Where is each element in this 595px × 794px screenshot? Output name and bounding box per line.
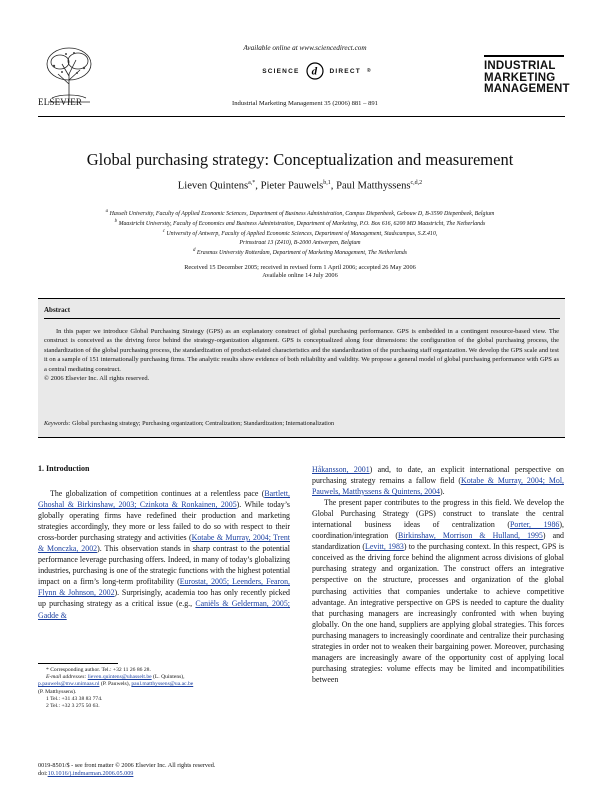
citation-link[interactable]: Caniëls & Gelderman, 2005; Gadde & (38, 599, 290, 620)
affiliation-text: Hasselt University, Faculty of Applied Economic Sciences, Department of Business Administration, Campus Diepenbeek, Gebouw D, B-3590 Diepenbeek, Belgium (109, 210, 495, 217)
affiliation-line (40, 228, 560, 238)
email-owner: (L. Quintens), (153, 674, 185, 681)
email-note-cont (38, 681, 290, 688)
affiliation-text: Prinsstraat 13 (Z410), B-2000 Antwerpen, Belgium (239, 239, 361, 246)
received-dates: Received 15 December 2005; received in revised form 1 April 2006; accepted 26 May 2006 (184, 264, 416, 271)
affiliation-mark: c (162, 229, 165, 235)
author-affil-mark: c,d,2 (410, 180, 423, 186)
email-label: E-mail addresses: (46, 674, 87, 681)
paragraph (38, 488, 290, 621)
paragraph (312, 497, 564, 685)
journal-logo-line: INDUSTRIAL (484, 60, 556, 72)
svg-text:d: d (311, 65, 318, 78)
citation-link[interactable]: Kotabe & Murray, 2004; Mol, Pauwels, Matthyssens & Quintens, 2004 (312, 476, 564, 497)
affiliation-line (40, 218, 560, 228)
footnote-2: 2 Tel.: +32 3 275 50 63. (46, 703, 100, 710)
abstract-body (44, 327, 559, 383)
journal-logo-line: MANAGEMENT (484, 83, 570, 95)
publisher-name: ELSEVIER (38, 97, 83, 107)
body-text: ) and, to date, an explicit international perspective on purchasing strategy remains a fallow field ( (312, 465, 564, 486)
affiliation-mark: d (192, 247, 196, 253)
body-text: ). While today’s globally operating firms have redefined their production and marketing strategies accordingly, they more or less failed to do so with respect to their cross-border purchasing strategy and activities ( (38, 500, 290, 543)
sciencedirect-logo: SCIENCE d DIRECT ® (232, 62, 402, 80)
sciencedirect-at-icon (306, 62, 324, 80)
affiliations (40, 208, 560, 257)
article-dates (40, 264, 560, 281)
body-text: ) and standardization ( (312, 531, 565, 552)
citation-link[interactable]: Porter, 1986 (510, 520, 560, 530)
abstract-copyright: © 2006 Elsevier Inc. All rights reserved. (44, 375, 150, 383)
footnotes (38, 667, 290, 710)
affiliation-line (40, 208, 560, 218)
body-column-right (312, 464, 564, 685)
affiliation-text: Erasmus University Rotterdam, Department of Marketing Management, The Netherlands (196, 249, 408, 256)
doi-label: doi: (38, 770, 48, 778)
corresponding-author-note: * Corresponding author. Tel.: +32 11 26 86 28. (46, 667, 151, 673)
affiliation-mark: a (105, 209, 109, 214)
citation-link[interactable]: Håkansson, 2001 (312, 465, 370, 474)
body-text: ). This observation stands in sharp contrast to the potential performance leverage purchasing offers. Indeed, in many of today’s globalizing industries, purchasing is one of the strategic functions with the highest potential impact on a firm’s long-term profitability ( (38, 544, 291, 587)
abstract-text: In this paper we introduce Global Purchasing Strategy (GPS) as an explanatory construct of global purchasing performance. GPS is embedded in a contingent resource-based view. The construct is conceived as the driving force behind the strategy-organization alignment. GPS is conceptualized along four dimensions: the configuration of the global purchasing process, the standardization of the global purchasing process, the standardization of product-related characteristics and the standardization of the purchasing staff organization. We develop the GPS scale and test it on a sample of 151 internationally purchasing firms. The analytic results show evidence of both reliability and validity. We propose a general model of global purchasing performance with GPS as a central mediating construct. (44, 328, 559, 373)
email-link[interactable]: lieven.quintens@uhasselt.be (87, 674, 152, 681)
doi-link[interactable]: 10.1016/j.indmarman.2006.05.009 (47, 770, 134, 778)
body-text: ) to the purchasing context. In this respect, GPS is conceived as the driving force behind the alignment across divisions of global purchasing strategy and organization. The construct offers an integrative perspective on the structure, processes and organization of the global purchasing activities that companies undertake to achieve competitive advantage. An integrative perspective on GPS is needed to capture the duality that purchasing managers are increasingly confronted with when buying globally. On the one hand, suppliers are applying global strategies. This forces purchasing managers to increasingly coordinate and centralize their purchasing strategies in order not to weaken their bargaining power. Moreover, purchasing managers are increasingly aware of the opportunity cost of applying local purchasing strategies: volume effects may be limited and incompatibilities between (312, 542, 564, 684)
author-affil-mark: b,1 (323, 180, 331, 186)
header-divider (38, 116, 565, 117)
citation-link[interactable]: Eurostat, 2005; Leenders, Fearon, Flynn & Johnson, 2002 (38, 577, 290, 598)
doi-line (38, 770, 338, 778)
sd-logo-direct: DIRECT (329, 67, 361, 75)
keywords-label: Keywords: (44, 420, 71, 427)
sciencedirect-availability: Available online at www.sciencedirect.com (243, 44, 367, 52)
author-list: Lieven Quintens$^{a,*}$, Pieter Pauwels$^{b,1}$, Paul Matthyssens$^{c,d,2}$ (177, 180, 423, 192)
author-name: Paul Matthyssens (336, 180, 411, 192)
footnote-divider (38, 663, 118, 664)
footnote-1: 1 Tel.: +31 43 38 83 774. (46, 695, 103, 702)
citation-link[interactable]: Levitt, 1983 (365, 542, 404, 552)
article-identifiers (38, 762, 338, 778)
affiliation-text: University of Antwerp, Faculty of Applied Economic Sciences, Department of Management, Stadscampus, S.Z.410, (166, 231, 438, 238)
affiliation-mark: b (114, 219, 118, 225)
author-name: Pieter Pauwels (260, 180, 324, 192)
email-link[interactable]: paul.matthyssens@ua.ac.be (131, 681, 194, 688)
journal-logo (484, 55, 570, 96)
section-heading: 1. Introduction (38, 464, 90, 473)
article-title: Global purchasing strategy: Conceptualization and measurement (86, 150, 514, 169)
issn-line: 0019-8501/$ - see front matter © 2006 Elsevier Inc. All rights reserved. (38, 762, 216, 769)
affiliation-line (40, 239, 560, 247)
sd-logo-science: SCIENCE (262, 67, 300, 75)
body-text: ), coordination/integration ( (312, 520, 564, 541)
author-name: Lieven Quintens (177, 180, 249, 192)
body-text: The present paper contributes to the progress in this field. We develop the Global Purchasing Strategy (GPS) construct to translate the central international business ideas of centralization ( (312, 498, 564, 530)
body-text: ). Surprisingly, academia too has only recently picked up purchasing strategy as a critical issue (e.g., (38, 588, 290, 609)
affiliation-line (40, 247, 560, 257)
body-text: The globalization of competition continues at a relentless pace ( (50, 489, 265, 498)
keywords-list: Global purchasing strategy; Purchasing organization; Centralization; Standardization; Internationalization (72, 420, 335, 427)
email-owner: (P. Matthyssens). (38, 688, 77, 695)
online-date: Available online 14 July 2006 (262, 272, 338, 280)
affiliation-text: Maastricht University, Faculty of Economics and Business Administration, Department of Marketing, P.O. Box 616, 6200 MD Maastricht, The Netherlands (118, 221, 486, 228)
email-link[interactable]: p.pauwels@mw.unimaas.nl (38, 681, 100, 688)
citation-link[interactable]: Kotabe & Murray, 2004; Trent & Monczka, 2002 (38, 533, 290, 554)
author-affil-mark: a,* (248, 180, 256, 186)
journal-logo-line: MARKETING (484, 71, 556, 84)
email-owner: (P. Pauwels), (100, 681, 130, 688)
body-column-left (38, 488, 290, 621)
paragraph (312, 464, 564, 497)
body-text: ). (440, 487, 445, 497)
citation-link[interactable]: Birkinshaw, Morrison & Hulland, 1995 (397, 531, 543, 541)
abstract-heading: Abstract (44, 306, 71, 314)
abstract-divider (44, 318, 560, 319)
keywords (44, 420, 559, 427)
journal-reference: Industrial Marketing Management 35 (2006) 881 – 891 (232, 100, 378, 107)
citation-link[interactable]: Bartlett, Ghoshal & Birkinshaw, 2003; Czinkota & Ronkainen, 2005 (38, 489, 290, 510)
